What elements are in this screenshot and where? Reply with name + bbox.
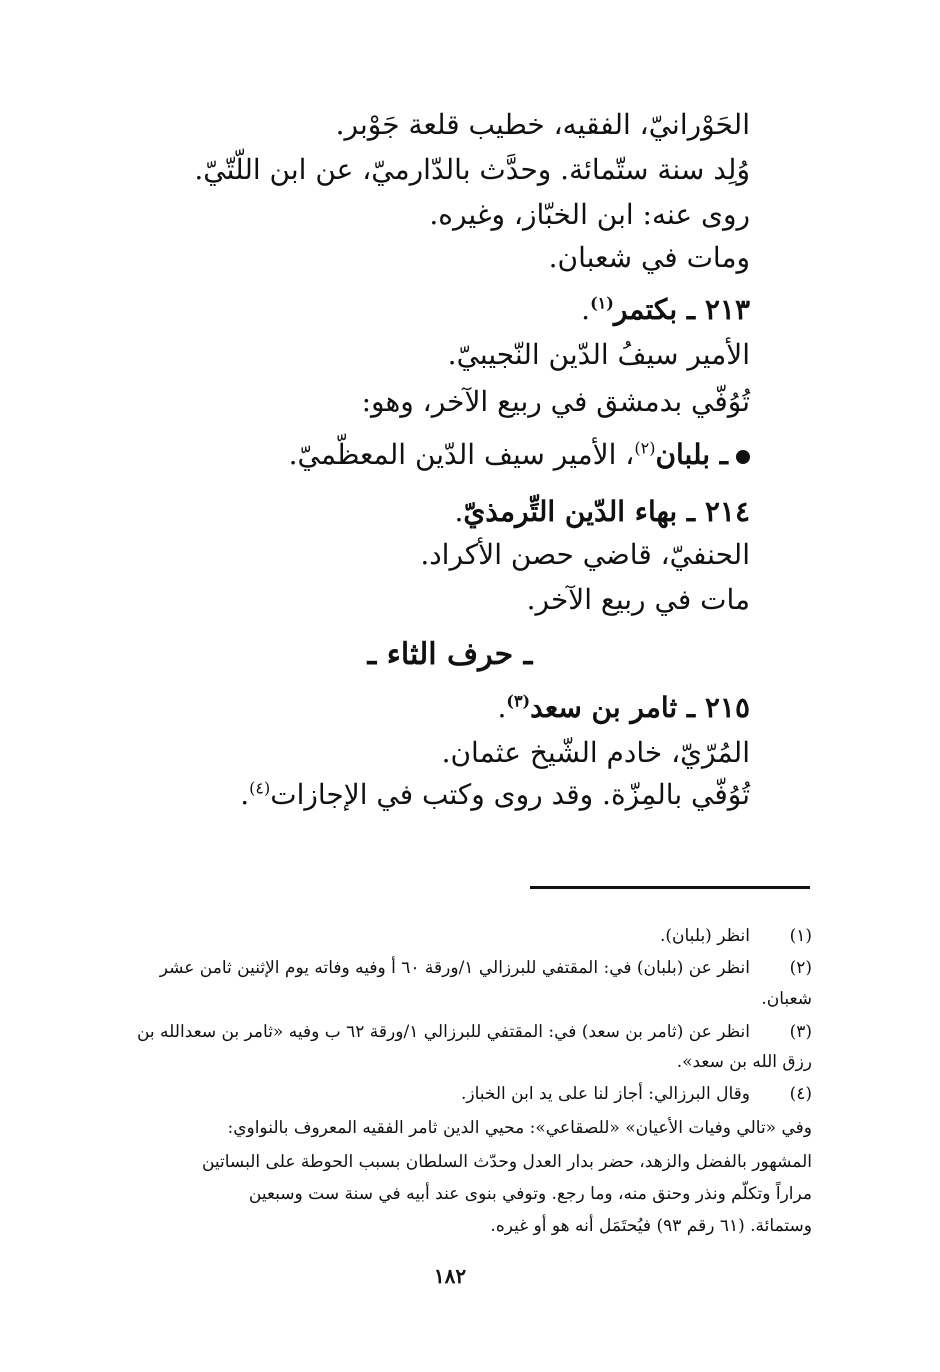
entry-212-line-1: الحَوْرانيّ، الفقيه، خطيب قلعة جَوْبر. — [335, 108, 750, 141]
footnote-4-number: (٤) — [789, 1084, 812, 1104]
bullet-footnote-ref: (٢) — [634, 438, 656, 458]
entry-213-line-2: تُوُفّي بدمشق في ربيع الآخر، وهو: — [361, 385, 750, 418]
footnote-2-line-1: انظر عن (بلبان) في: المقتفي للبرزالي ١/ورقة ٦٠ أ وفيه وفاته يوم الإثنين ثامن عشر — [159, 958, 750, 978]
entry-215-footnote-ref-2: (٤) — [249, 778, 271, 798]
bullet-text: ، الأمير سيف الدّين المعظّميّ. — [288, 438, 635, 471]
bullet-name: ـ بلبان — [655, 438, 728, 471]
footnote-1-line-1: انظر (بلبان). — [659, 926, 750, 946]
entry-213-footnote-ref: (١) — [590, 293, 614, 313]
entry-212-line-3: روى عنه: ابن الخبّاز، وغيره. — [429, 198, 750, 231]
entry-213-line-1: الأمير سيفُ الدّين النّجيبيّ. — [447, 338, 750, 371]
entry-214-line-1: الحنفيّ، قاضي حصن الأكراد. — [420, 538, 750, 571]
footnote-3-line-2: رزق الله بن سعد». — [676, 1052, 812, 1072]
footnote-3-number: (٣) — [789, 1022, 812, 1042]
footnote-4-line-3: المشهور بالفضل والزهد، حضر بدار العدل وحدّث السلطان بسبب الحوطة على البساتين — [201, 1152, 812, 1172]
entry-214-heading: ٢١٤ ـ بهاء الدّين التِّرمذيّ. — [454, 495, 750, 528]
entry-213-title: ٢١٣ ـ بكتمر — [613, 293, 750, 326]
entry-213-heading: ٢١٣ ـ بكتمر$^{(١)}$. — [581, 293, 750, 326]
footnote-2-line-2: شعبان. — [761, 989, 812, 1009]
entry-212-line-2: وُلِد سنة ستّمائة. وحدَّث بالدّارميّ، عن ابن اللّتّيّ. — [194, 153, 750, 186]
bullet-icon — [736, 450, 750, 464]
entry-215-line-2-text: تُوُفّي بالمِزّة. وقد روى وكتب في الإجازات — [270, 778, 750, 811]
footnote-2-number: (٢) — [789, 958, 812, 978]
entry-215-line-2: تُوُفّي بالمِزّة. وقد روى وكتب في الإجازات$^{(٤)}$. — [240, 778, 750, 811]
footnote-4-line-5: وستمائة. (٦١ رقم ٩٣) فيُحتَمَل أنه هو أو غيره. — [490, 1216, 812, 1236]
footnote-4-line-1: وقال البرزالي: أجاز لنا على يد ابن الخباز. — [460, 1084, 750, 1104]
footnote-separator — [530, 886, 810, 889]
entry-215-footnote-ref: (٣) — [506, 691, 531, 711]
entry-215-line-1: المُرّيّ، خادم الشّيخ عثمان. — [441, 736, 750, 769]
entry-214-title: ٢١٤ ـ بهاء الدّين التِّرمذيّ — [463, 495, 750, 528]
footnote-4-line-4: مراراً وتكلّم ونذر وحنق منه، وما رجع. وتوفي بنوى عند أبيه في سنة ست وسبعين — [248, 1184, 812, 1204]
entry-215-title: ٢١٥ ـ ثامر بن سعد — [530, 691, 750, 724]
section-heading: ـ حرف الثاء ـ — [367, 637, 533, 672]
footnote-4-line-2: وفي «تالي وفيات الأعيان» «للصقاعي»: محيي الدين ثامر الفقيه المعروف بالنواوي: — [227, 1118, 812, 1138]
entry-215-heading: ٢١٥ ـ ثامر بن سعد$^{(٣)}$. — [497, 691, 750, 724]
entry-214-line-2: مات في ربيع الآخر. — [526, 583, 750, 616]
entry-212-line-4: ومات في شعبان. — [548, 241, 750, 274]
footnote-3-line-1: انظر عن (ثامر بن سعد) في: المقتفي للبرزالي ١/ورقة ٦٢ ب وفيه «ثامر بن سعدالله بن — [136, 1022, 750, 1042]
footnote-1-number: (١) — [789, 926, 812, 946]
page-number: ١٨٢ — [433, 1264, 467, 1288]
entry-213-bullet-line — [289, 435, 750, 475]
